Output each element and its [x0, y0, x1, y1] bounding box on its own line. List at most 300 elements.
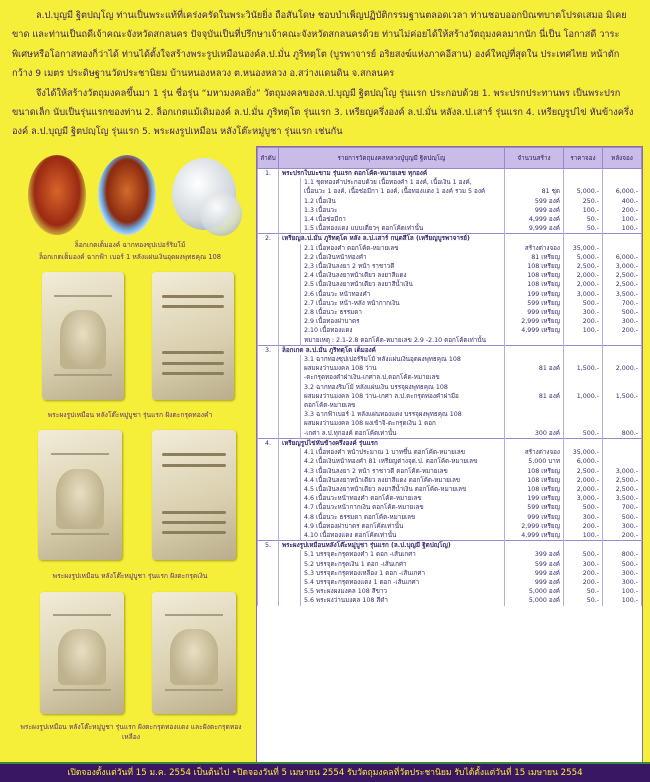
row-price: 100.- [564, 206, 603, 215]
row-after-price: 1,500.- [603, 392, 642, 401]
row-after-price [603, 373, 642, 382]
header-number: ลำดับ [258, 148, 279, 169]
table-row [258, 345, 642, 355]
row-indent [279, 587, 301, 596]
row-after-price [603, 383, 642, 392]
row-price: 500.- [564, 299, 603, 308]
row-quantity: 5,000 บาท [505, 457, 564, 466]
row-item: 2.1 เนื้อทองคำ ตอกโค้ต-หมายเลข [301, 244, 505, 253]
table-row [258, 560, 642, 569]
row-quantity: 599 เหรียญ [505, 503, 564, 512]
row-after-price: 300.- [603, 569, 642, 578]
row-number: 4. [258, 438, 279, 448]
row-quantity: 300 องค์ [505, 429, 564, 439]
row-price: 250.- [564, 197, 603, 206]
row-after-price [603, 355, 642, 364]
powder-amulet-back-1 [152, 272, 234, 400]
table-row [258, 438, 642, 448]
row-after-price: 400.- [603, 197, 642, 206]
header-price: ราคาจอง [564, 148, 603, 169]
row-item: หมายเหตุ : 2.1-2.8 ตอกโค้ต-หมายเลข 2.9 -2.10 ตอกโค้ตเท่านั้น [301, 336, 505, 346]
row-number [258, 262, 279, 271]
row-quantity: 108 เหรียญ [505, 467, 564, 476]
row-item: 4.9 เนื้อทองฝาบาตร ตอกโค้ตเท่านั้น [301, 522, 505, 531]
row-quantity: 4,999 องค์ [505, 215, 564, 224]
row-item: ตอกโค้ต-หมายเลข [301, 401, 505, 410]
table-row [258, 383, 642, 392]
row-quantity: 999 องค์ [505, 569, 564, 578]
row-indent [279, 197, 301, 206]
table-row [258, 308, 642, 317]
powder-amulet-caption-1: พระผงรูปเหมือน หลังโต๊ะหมู่บูชา รุ่นแรก ฝังตะกรุดทองคำ [47, 411, 213, 419]
row-indent [279, 206, 301, 215]
table-row [258, 197, 642, 206]
row-quantity: 108 เหรียญ [505, 271, 564, 280]
row-quantity: 999 องค์ [505, 578, 564, 587]
row-after-price: 6,000.- [603, 187, 642, 196]
row-price: 200.- [564, 569, 603, 578]
row-after-price [603, 438, 642, 448]
row-item: 2.5 เนื้อเงินลงยาหน้าเดียว ลงยาสีน้ำเงิน [301, 280, 505, 289]
powder-amulet-front-1 [42, 272, 124, 400]
locket-caption-2: ล็อกเกตเต็มองค์ ฉากฟ้า เบอร์ 1 หลังแผ่นเงินอุดผงพุทธคุณ 108 [38, 253, 222, 261]
row-after-price: 800.- [603, 550, 642, 559]
row-after-price: 200.- [603, 531, 642, 541]
table-row [258, 253, 642, 262]
table-row [258, 280, 642, 289]
row-indent [279, 560, 301, 569]
row-number [258, 187, 279, 196]
booking-dates-footer: เปิดจองตั้งแต่วันที่ 15 ม.ค. 2554 เป็นต้นไป •ปิดจองวันที่ 5 เมษายน 2554 รับวัตถุมงคลที่วัดประชานิยม รับได้ตั้งแต่วันที่ 15 เมษายน 2554 [0, 764, 650, 782]
row-indent [279, 550, 301, 559]
row-indent [279, 569, 301, 578]
row-after-price: 100.- [603, 215, 642, 224]
row-item: ผสมผงว่านมงคล 108 ผงเข้าจิ-ตะกรุดเงิน 1 ดอก [301, 419, 505, 428]
table-row [258, 410, 642, 419]
row-quantity: 599 เหรียญ [505, 299, 564, 308]
row-after-price [603, 345, 642, 355]
intro-paragraph-2: จึงได้ให้สร้างวัตถุมงคลขึ้นมา 1 รุ่น ชื่อรุ่น “มหามงคลยิ่ง” วัตถุมงคลของล.ป.บุญมี ฐิตปญฺโญ รุ่นแรก ประกอบด้วย 1. พระปรกประทานพร เป็นพระปรกขนาดเล็ก นับเป็นรุ่นแรกของท่าน 2. ล็อกเกตแม้เดิมองค์ ล.ป.มั่น ภูริทตฺโต รุ่นแรก 3. เหรียญครึ่งองค์ ล.ป.มั่น หลังล.ป.เสาร์ รุ่นแรก 4. เหรียญรูปไข่ หันข้างครึ่งองค์ ล.ป.บุญมี ฐิตปญฺโญ รุ่นแรก 5. พระผงรูปเหมือน หลังโต๊ะหมู่บูชา รุ่นแรก เช่นกัน [12, 87, 634, 138]
row-quantity: 4,999 เหรียญ [505, 326, 564, 335]
row-item: 5.2 บรรจุตะกรุดเงิน 1 ดอก -เส้นเกศา [301, 560, 505, 569]
table-row [258, 373, 642, 382]
row-indent [279, 178, 301, 187]
row-number [258, 410, 279, 419]
row-indent [279, 308, 301, 317]
row-number [258, 215, 279, 224]
table-row [258, 364, 642, 373]
table-header-row [258, 148, 642, 169]
powder-amulet-caption-2: พระผงรูปเหมือน หลังโต๊ะหมู่บูชา รุ่นแรก ฝังตะกรุดเงิน [52, 572, 208, 580]
row-indent [279, 299, 301, 308]
row-quantity: 999 เหรียญ [505, 308, 564, 317]
table-row [258, 513, 642, 522]
row-number: 1. [258, 169, 279, 179]
row-indent [279, 401, 301, 410]
table-row [258, 587, 642, 596]
row-after-price: 2,000.- [603, 364, 642, 373]
row-quantity [505, 178, 564, 187]
locket-blue-image [98, 155, 156, 235]
row-quantity: 999 องค์ [505, 206, 564, 215]
row-number [258, 373, 279, 382]
row-quantity: 4,999 เหรียญ [505, 531, 564, 541]
table-row [258, 485, 642, 494]
row-quantity: 81 องค์ [505, 392, 564, 401]
row-item: เนื้อนวะ 1 องค์, เนื้อช่อมีกา 1 องค์, เนื้อทองแดง 1 องค์ รวม 5 องค์ [301, 187, 505, 196]
row-after-price [603, 448, 642, 457]
table-row [258, 290, 642, 299]
row-item: 4.3 เนื้อเงินลงยา 2 หน้า ราชาวดี ตอกโค้ต-หมายเลข [301, 467, 505, 476]
row-number [258, 336, 279, 346]
row-indent [279, 429, 301, 439]
row-after-price: 700.- [603, 299, 642, 308]
row-quantity [505, 419, 564, 428]
row-after-price: 3,500.- [603, 494, 642, 503]
intro-text [12, 6, 638, 142]
table-row [258, 596, 642, 605]
row-after-price [603, 169, 642, 179]
row-price: 500.- [564, 503, 603, 512]
row-item: 2.3 เนื้อเงินลงยา 2 หน้า ราชาวดี [301, 262, 505, 271]
row-indent [279, 494, 301, 503]
table-row [258, 262, 642, 271]
row-item: 4.5 เนื้อเงินลงยาหน้าเดียว ลงยาสีน้ำเงิน ตอกโค้ต-หมายเลข [301, 485, 505, 494]
row-price: 3,000.- [564, 290, 603, 299]
row-price: 2,000.- [564, 280, 603, 289]
row-price [564, 169, 603, 179]
header-item: รายการวัตถุมงคลหลวงปู่บุญมี ฐิตปญฺโญ [279, 148, 505, 169]
row-item: ผสมผงว่านมงคล 108 ว่าน-เกศา ล.ป.ตะกรุดทองคำฝามือ [301, 392, 505, 401]
row-number [258, 383, 279, 392]
row-price: 500.- [564, 550, 603, 559]
row-indent [279, 476, 301, 485]
row-number [258, 429, 279, 439]
row-price: 50.- [564, 215, 603, 224]
row-number [258, 299, 279, 308]
row-item: 2.9 เนื้อทองฝาบาตร [301, 317, 505, 326]
row-price: 5,000.- [564, 253, 603, 262]
row-item: 1.2 เนื้อเงิน [301, 197, 505, 206]
row-after-price: 300.- [603, 578, 642, 587]
row-after-price: 100.- [603, 596, 642, 605]
row-price [564, 355, 603, 364]
table-row [258, 178, 642, 187]
row-price: 100.- [564, 326, 603, 335]
row-item: 2.6 เนื้อนวะ หน้าทองคำ [301, 290, 505, 299]
row-item: 1.1 ชุดทองคำประกอบด้วย เนื้อทองคำ 1 องค์, เนื้อเงิน 1 องค์, [301, 178, 505, 187]
row-number [258, 271, 279, 280]
row-indent [279, 355, 301, 364]
row-quantity [505, 345, 564, 355]
table-row [258, 429, 642, 439]
row-price: 200.- [564, 317, 603, 326]
powder-amulet-back-2 [152, 430, 236, 560]
row-after-price [603, 401, 642, 410]
row-price: 200.- [564, 522, 603, 531]
row-item: -ตะกรุดทองคำฝาเงิน-เกศาล.ป.ตอกโค้ต-หมายเลข [301, 373, 505, 382]
row-price [564, 234, 603, 244]
row-quantity: 2,999 เหรียญ [505, 317, 564, 326]
row-after-price: 3,500.- [603, 290, 642, 299]
row-after-price [603, 244, 642, 253]
row-number [258, 457, 279, 466]
row-item: 3.2 ฉากทองริมโม้ หลังแผ่นเงิน บรรจุผงพุทธคุณ 108 [301, 383, 505, 392]
row-item: 4.4 เนื้อเงินลงยาหน้าเดียว ลงยาสีแดง ตอกโค้ต-หมายเลข [301, 476, 505, 485]
row-item: เหรียญรูปไข่หันข้างครึ่งองค์ รุ่นแรก [279, 438, 505, 448]
row-price [564, 178, 603, 187]
row-price: 50.- [564, 596, 603, 605]
row-quantity [505, 169, 564, 179]
row-item: 2.4 เนื้อเงินลงยาหน้าเดียว ลงยาสีแดง [301, 271, 505, 280]
row-item: 5.4 บรรจุตะกรุดทองแดง 1 ดอก -เส้นเกศา [301, 578, 505, 587]
row-indent [279, 457, 301, 466]
row-number [258, 522, 279, 531]
row-after-price: 200.- [603, 326, 642, 335]
header-after-price: หลังจอง [603, 148, 642, 169]
table-row [258, 522, 642, 531]
row-number [258, 596, 279, 605]
row-after-price: 700.- [603, 503, 642, 512]
row-quantity: 599 องค์ [505, 197, 564, 206]
row-indent [279, 364, 301, 373]
row-after-price [603, 457, 642, 466]
row-price: 500.- [564, 429, 603, 439]
row-price: 2,000.- [564, 485, 603, 494]
row-item: 2.8 เนื้อนวะ ธรรมดา [301, 308, 505, 317]
row-after-price: 2,500.- [603, 271, 642, 280]
row-number [258, 531, 279, 541]
row-quantity [505, 373, 564, 382]
row-indent [279, 224, 301, 234]
table-row [258, 503, 642, 512]
table-row [258, 541, 642, 551]
row-price: 6,000.- [564, 457, 603, 466]
row-price: 2,000.- [564, 476, 603, 485]
powder-amulet-front-2 [38, 430, 122, 560]
row-price: 200.- [564, 578, 603, 587]
row-number [258, 560, 279, 569]
table-row [258, 169, 642, 179]
row-item: 3.1 ฉากทองซุปเปอร์ริมโม้ หลังแผ่นเงินอุดผงพุทธคุณ 108 [301, 355, 505, 364]
row-item: 4.2 เนื้อเงินหน้าทองคำ 81 เหรียญต่างจุด.ป. ตอกโค้ต-หมายเลข [301, 457, 505, 466]
row-item: 1.4 เนื้อช่อมีกา [301, 215, 505, 224]
row-number [258, 578, 279, 587]
row-quantity: 108 เหรียญ [505, 485, 564, 494]
row-number [258, 355, 279, 364]
row-after-price [603, 419, 642, 428]
table-row [258, 271, 642, 280]
row-price: 50.- [564, 224, 603, 234]
row-quantity [505, 438, 564, 448]
row-quantity [505, 541, 564, 551]
row-item: 2.10 เนื้อทองแดง [301, 326, 505, 335]
row-number [258, 503, 279, 512]
row-quantity: 399 องค์ [505, 550, 564, 559]
row-item: 5.3 บรรจุตะกรุดทองเหลือง 1 ดอก -เส้นเกศา [301, 569, 505, 578]
row-number [258, 485, 279, 494]
row-number [258, 569, 279, 578]
row-quantity: 9,999 องค์ [505, 224, 564, 234]
row-number [258, 467, 279, 476]
row-quantity [505, 355, 564, 364]
table-row [258, 317, 642, 326]
row-indent [279, 578, 301, 587]
amulet-price-table [256, 146, 643, 764]
row-quantity [505, 336, 564, 346]
table-row [258, 401, 642, 410]
row-item: 5.5 พระผงผงมงคล 108 สีขาว [301, 587, 505, 596]
row-number: 3. [258, 345, 279, 355]
powder-amulet-front-3 [40, 592, 124, 714]
row-number [258, 290, 279, 299]
row-after-price: 100.- [603, 587, 642, 596]
row-item: พระปรกใบมะขาม รุ่นแรก ตอกโค้ต-หมายเลข ทุกองค์ [279, 169, 505, 179]
row-price [564, 373, 603, 382]
row-after-price: 2,500.- [603, 485, 642, 494]
row-item: 1.5 เนื้อทองแดง แบบเดี่ยวๆ ตอกโค้ตเท่านั้น [301, 224, 505, 234]
row-number [258, 280, 279, 289]
row-item: 5.1 บรรจุตะกรุดทองคำ 1 ดอก -เส้นเกศา [301, 550, 505, 559]
table-row [258, 550, 642, 559]
row-indent [279, 280, 301, 289]
row-indent [279, 290, 301, 299]
row-item: เหรียญล.ป.มั่น ภูริทตฺโต หลัง ล.ป.เสาร์ กนฺตสีโล (เหรียญบูรพาจารย์) [279, 234, 505, 244]
row-number [258, 206, 279, 215]
locket-gold-image [28, 155, 86, 235]
row-quantity [505, 234, 564, 244]
row-number [258, 317, 279, 326]
table-row [258, 215, 642, 224]
row-price: 300.- [564, 513, 603, 522]
row-quantity: 599 องค์ [505, 560, 564, 569]
row-after-price: 200.- [603, 206, 642, 215]
table-row [258, 467, 642, 476]
row-item: 5.6 พระผงว่านมงคล 108 สีดำ [301, 596, 505, 605]
row-quantity: 108 เหรียญ [505, 476, 564, 485]
row-indent [279, 215, 301, 224]
row-after-price: 800.- [603, 429, 642, 439]
intro-paragraph-1: ล.ป.บุญมี ฐิตปญฺโญ ท่านเป็นพระแท้ที่เคร่งครัดในพระวินัยยิ่ง ถือสันโดษ ชอบบำเพ็ญปฏิบัติกรรมฐานตลอดเวลา ท่านชอบออกบิณฑบาตโปรดเสมอ มิเคยขาด และท่านเป็นถดีเจ้าคณะจังหวัดสกลนคร ปัจจุบันเป็นที่ปรึกษาเจ้าคณะจังหวัดสกลนครด้วย ท่านไม่ค่อยได้ให้สร้างวัตถุมงคลมากนัก นี่เป็น โอกาสดี วาระพิเศษหรือโอกาสทองก็ว่าได้ ท่านได้ตั้งใจสร้างพระรูปเหมือนองค์ล.ป.มั่น ภูริทตฺโต (บูรพาจารย์ อริยสงฆ์แห่งภาคอีสาน) องค์ใหญ่ที่สุดใน ประเทศไทย หน้าตักกว้าง 9 เมตร ประดิษฐานวัดประชานิยม บ้านหนองหลวง ต.หนองหลวง อ.สว่างแดนดิน จ.สกลนคร [12, 10, 627, 80]
row-indent [279, 253, 301, 262]
row-item: 4.10 เนื้อทองแดง ตอกโค้ตเท่านั้น [301, 531, 505, 541]
row-item: -เกศา ล.ป.ทุกองค์ ตอกโค้ตเท่านั้น [301, 429, 505, 439]
row-quantity: 5,000 องค์ [505, 587, 564, 596]
row-quantity: 81 เหรียญ [505, 253, 564, 262]
row-item: 2.7 เนื้อนวะ หน้า-หลัง หน้ากากเงิน [301, 299, 505, 308]
row-price [564, 345, 603, 355]
row-after-price: 300.- [603, 522, 642, 531]
row-indent [279, 596, 301, 605]
row-item: 3.3 ฉากฟ้าเบอร์ 1 หลังแผ่นทองแดง บรรจุผงพุทธคุณ 108 [301, 410, 505, 419]
row-after-price: 100.- [603, 224, 642, 234]
coin-back-image [200, 192, 242, 236]
row-indent [279, 419, 301, 428]
row-number [258, 197, 279, 206]
row-quantity: สร้างต่างจอง [505, 244, 564, 253]
row-number [258, 587, 279, 596]
row-indent [279, 392, 301, 401]
table-row [258, 419, 642, 428]
row-price: 50.- [564, 587, 603, 596]
powder-amulet-caption-3: พระผงรูปเหมือน หลังโต๊ะหมู่บูชา รุ่นแรก ฝังตะกรุดทองแดง และฝังตะกรุดทองเหลือง [20, 723, 242, 741]
row-after-price [603, 234, 642, 244]
row-number [258, 476, 279, 485]
row-quantity [505, 401, 564, 410]
row-item: ผสมผงว่านมงคล 108 ว่าน [301, 364, 505, 373]
row-price: 2,000.- [564, 271, 603, 280]
row-quantity: 2,999 เหรียญ [505, 522, 564, 531]
header-quantity: จำนวนสร้าง [505, 148, 564, 169]
row-number [258, 513, 279, 522]
row-item: 4.8 เนื้อนวะ ธรรมดา ตอกโค้ต-หมายเลข [301, 513, 505, 522]
row-number [258, 326, 279, 335]
table-row [258, 448, 642, 457]
row-number [258, 244, 279, 253]
table-row [258, 299, 642, 308]
row-item: พระผงรูปเหมือนหลังโต๊ะหมู่บูชา รุ่นแรก (ล.ป.บุญมี ฐิตปญฺโญ) [279, 541, 505, 551]
row-indent [279, 531, 301, 541]
row-quantity: 108 เหรียญ [505, 280, 564, 289]
row-item: 4.7 เนื้อนวะหน้ากากเงิน ตอกโค้ต-หมายเลข [301, 503, 505, 512]
table-row [258, 326, 642, 335]
row-number [258, 308, 279, 317]
row-price: 3,000.- [564, 494, 603, 503]
table-row [258, 392, 642, 401]
row-price: 2,500.- [564, 262, 603, 271]
row-price: 35,000.- [564, 448, 603, 457]
row-quantity: 199 เหรียญ [505, 494, 564, 503]
row-indent [279, 373, 301, 382]
row-quantity [505, 383, 564, 392]
row-price [564, 383, 603, 392]
row-indent [279, 522, 301, 531]
row-quantity: 5,000 องค์ [505, 596, 564, 605]
row-indent [279, 336, 301, 346]
row-indent [279, 262, 301, 271]
row-after-price: 500.- [603, 513, 642, 522]
row-indent [279, 244, 301, 253]
row-price: 2,500.- [564, 467, 603, 476]
row-after-price: 500.- [603, 308, 642, 317]
row-price: 300.- [564, 560, 603, 569]
table-row [258, 234, 642, 244]
table-row [258, 476, 642, 485]
table-row [258, 494, 642, 503]
row-item: 4.1 เนื้อทองคำ หน้าประมาณ 1 บาทขึ้น ตอกโค้ต-หมายเลข [301, 448, 505, 457]
table-row [258, 244, 642, 253]
row-number [258, 494, 279, 503]
row-price: 1,000.- [564, 392, 603, 401]
row-indent [279, 317, 301, 326]
row-after-price [603, 410, 642, 419]
row-number [258, 550, 279, 559]
row-number [258, 392, 279, 401]
row-price: 100.- [564, 531, 603, 541]
row-number [258, 178, 279, 187]
row-price [564, 438, 603, 448]
table-row [258, 187, 642, 196]
row-item: ล็อกเกต ล.ป.มั่น ภูริทตฺโต เต็มองค์ [279, 345, 505, 355]
table-row [258, 569, 642, 578]
table-row [258, 206, 642, 215]
powder-amulet-front-4 [152, 592, 236, 714]
row-number [258, 448, 279, 457]
row-after-price [603, 178, 642, 187]
row-number [258, 364, 279, 373]
row-after-price [603, 336, 642, 346]
row-indent [279, 485, 301, 494]
